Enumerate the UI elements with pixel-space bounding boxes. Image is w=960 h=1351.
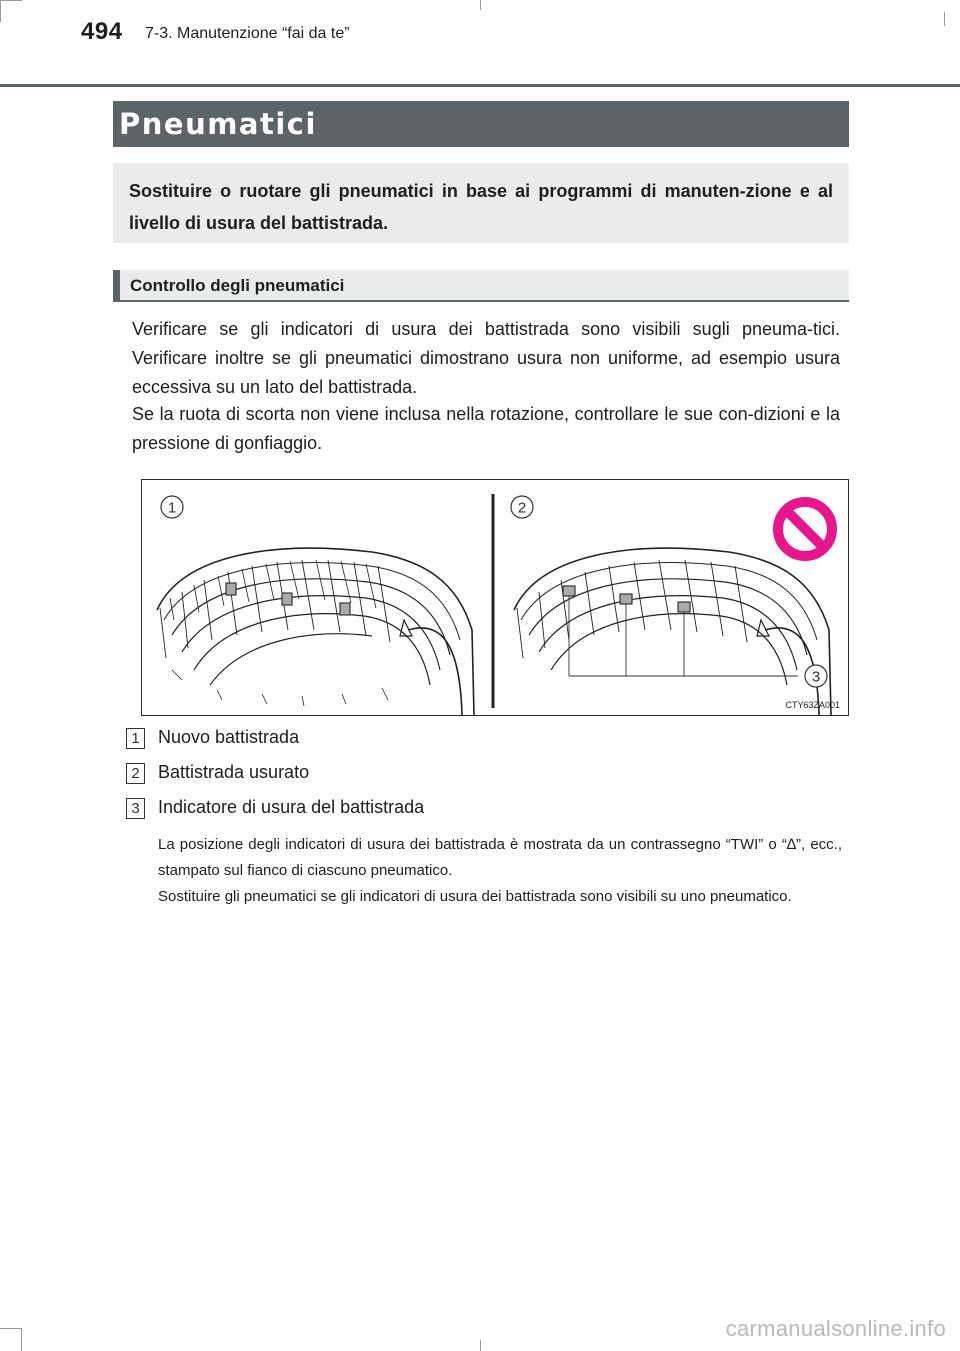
- intro-box: [113, 163, 849, 243]
- page-title: Pneumatici: [113, 101, 849, 147]
- note-1: La posizione degli indicatori di usura dei battistrada è mostrata da un contrassegno “TWI” o “∆”, ecc., stampato sul fianco di ciascuno pneumatico.: [158, 836, 842, 879]
- note-2: Sostituire gli pneumatici se gli indicatori di usura dei battistrada sono visibili su uno pneumatico.: [158, 888, 792, 905]
- page-number: 494: [81, 18, 123, 45]
- crop-mark: [944, 12, 945, 26]
- callout-2-label: 2: [517, 499, 527, 517]
- header-rule: [0, 84, 960, 87]
- legend-text: Indicatore di usura del battistrada: [158, 797, 425, 817]
- subheading: [113, 270, 849, 302]
- callout-3: [805, 665, 827, 687]
- legend-text: Nuovo battistrada: [158, 727, 300, 747]
- crop-mark: [480, 1340, 481, 1351]
- callout-3-label: 3: [811, 668, 821, 686]
- prohibited-icon: [778, 502, 832, 556]
- section-label: 7-3. Manutenzione “fai da te”: [145, 25, 350, 42]
- legend-number: 1: [126, 728, 145, 749]
- subheading-marker: [113, 270, 120, 300]
- figure-code: CTY63ZA001: [785, 700, 840, 710]
- subheading-text: Controllo degli pneumatici: [130, 276, 345, 295]
- legend-number: 3: [126, 798, 145, 819]
- tire-tread-figure: [141, 479, 849, 716]
- crop-mark: [0, 0, 1, 22]
- callout-1-label: 1: [167, 499, 177, 517]
- worn-tread-tire: [514, 548, 831, 715]
- crop-mark: [21, 1328, 22, 1351]
- body-paragraph-2: Se la ruota di scorta non viene inclusa nella rotazione, controllare le sue con-dizioni e la pressione di gonfiaggio.: [132, 404, 840, 453]
- crop-mark: [0, 1328, 22, 1329]
- tire-illustration: [142, 480, 848, 715]
- callout-2: [511, 496, 533, 518]
- new-tread-tire: [157, 548, 474, 715]
- legend-text: Battistrada usurato: [158, 762, 310, 782]
- crop-mark: [0, 0, 22, 1]
- intro-text: Sostituire o ruotare gli pneumatici in base ai programmi di manuten-zione e al livello di usura del battistrada.: [129, 181, 833, 233]
- crop-mark: [480, 0, 481, 10]
- callout-1: [161, 496, 183, 518]
- body-paragraph-1: Verificare se gli indicatori di usura dei battistrada sono visibili sugli pneuma-tici. Verificare inoltre se gli pneumatici dimostrano usura non uniforme, ad esempio usura eccessiva su un lato del battistrada.: [132, 319, 840, 397]
- watermark: carmanualsonline.info: [725, 1316, 946, 1341]
- legend-number: 2: [126, 763, 145, 784]
